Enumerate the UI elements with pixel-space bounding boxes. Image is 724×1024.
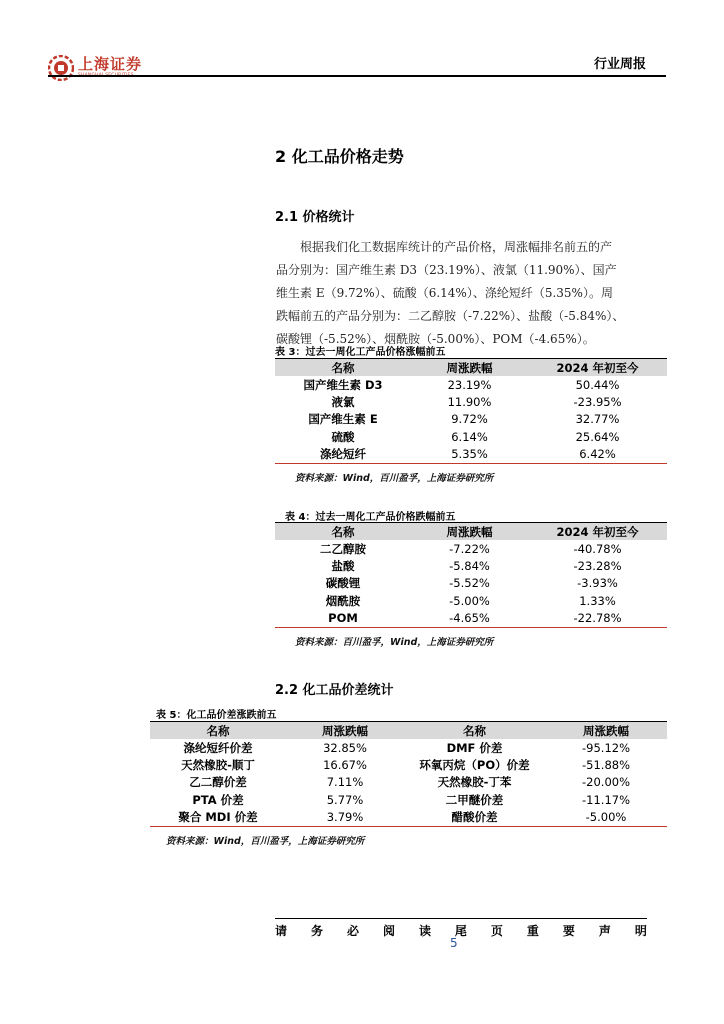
table3-cell: 50.44%: [575, 377, 620, 392]
table3-cell: 23.19%: [447, 377, 492, 392]
summary-paragraph: [276, 236, 656, 351]
table3-cell: 9.72%: [451, 412, 488, 427]
table5-cell: 涤纶短纤价差: [183, 740, 253, 755]
table5-header-weekly-down: 周涨跌幅: [545, 722, 667, 740]
table3-cell: 国产维生素 D3: [303, 377, 383, 392]
paragraph-line: 维生素 E（9.72%）、硫酸（6.14%）、涤纶短纤（5.35%）。周: [276, 286, 613, 300]
table4-cell: -5.52%: [449, 576, 490, 591]
footer-notice-char: 要: [562, 924, 575, 938]
table5-cell: 7.11%: [326, 775, 364, 790]
table4-cell: -4.65%: [449, 611, 490, 626]
paragraph-line: 跌幅前五的产品分别为：二乙醇胺（-7.22%）、盐酸（-5.84%）、: [276, 309, 625, 323]
table3-cell: 涤纶短纤: [320, 447, 366, 462]
logo: [48, 55, 142, 81]
table-row: [150, 809, 667, 827]
table-row: [150, 791, 667, 808]
footer-notice-char: 声: [598, 924, 611, 938]
table5-cell: 聚合 MDI 价差: [178, 810, 258, 825]
table3-cell: 硫酸: [331, 429, 355, 444]
paragraph-line: 根据我们化工数据库统计的产品价格，周涨幅排名前五的产: [300, 240, 613, 254]
table3-cell: 11.90%: [447, 395, 492, 410]
table5: [150, 721, 667, 827]
table5-cell: 天然橡胶-顺丁: [181, 758, 255, 773]
table4-cell: -40.78%: [573, 541, 622, 556]
paragraph-line: 品分别为：国产维生素 D3（23.19%）、液氯（11.90%）、国产: [276, 263, 617, 277]
table4-header-ytd: 2024 年初至今: [528, 523, 667, 541]
table-row: [275, 557, 667, 574]
table5-source: 资料来源：Wind，百川盈孚，上海证券研究所: [166, 836, 365, 847]
table4-cell: -22.78%: [573, 611, 622, 626]
logo-emblem-icon: [48, 55, 74, 81]
paragraph-line: 碳酸锂（-5.52%）、烟酰胺（-5.00%）、POM（-4.65%）。: [276, 332, 595, 346]
table4-caption: 表 4：过去一周化工产品价格跌幅前五: [285, 512, 456, 523]
table5-header-name-up: 名称: [150, 722, 286, 740]
table3-source: 资料来源：Wind，百川盈孚，上海证券研究所: [295, 473, 494, 484]
table3-caption: 表 3：过去一周化工产品价格涨幅前五: [275, 347, 446, 358]
table3-cell: 6.14%: [451, 429, 488, 444]
table3-cell: -23.95%: [573, 395, 622, 410]
table-row: [275, 428, 667, 445]
table-row: [150, 739, 667, 756]
table5-cell: 32.85%: [323, 740, 367, 755]
table-row: [150, 756, 667, 773]
footer-notice-char: 页: [490, 924, 503, 938]
footer-notice-char: 明: [634, 924, 647, 938]
table5-cell: 乙二醇价差: [189, 775, 247, 790]
table4-source: 资料来源：百川盈孚，Wind，上海证券研究所: [295, 637, 494, 648]
footer-notice-char: 务: [310, 924, 323, 938]
table5-cell: -95.12%: [582, 740, 630, 755]
table3-cell: 液氯: [331, 395, 355, 410]
table-row: [275, 575, 667, 592]
table5-cell: 二甲醚价差: [445, 792, 504, 807]
table3-header-name: 名称: [275, 359, 411, 377]
table5-cell: 3.79%: [326, 810, 364, 825]
table3-header-ytd: 2024 年初至今: [528, 359, 667, 377]
section-title: 2 化工品价格走势: [275, 147, 404, 166]
table5-cell: DMF 价差: [446, 740, 503, 755]
table5-cell: 天然橡胶-丁苯: [437, 775, 512, 790]
table4-cell: 盐酸: [331, 559, 355, 574]
table5-cell: PTA 价差: [192, 792, 244, 807]
footer-notice-char: 请: [275, 924, 288, 938]
table5-header-name-down: 名称: [404, 722, 545, 740]
table5-cell: 5.77%: [326, 792, 364, 807]
table5-cell: 醋酸价差: [451, 810, 498, 825]
table3-cell: 25.64%: [575, 429, 620, 444]
table4-cell: -23.28%: [573, 559, 622, 574]
footer-divider: [275, 918, 647, 919]
table4-cell: 1.33%: [579, 593, 616, 608]
table4-cell: 烟酰胺: [325, 593, 361, 608]
table4-cell: -3.93%: [577, 576, 618, 591]
table-row: [275, 393, 667, 410]
table4-cell: -5.00%: [449, 593, 490, 608]
footer-notice: [275, 922, 647, 939]
table-row: [275, 540, 667, 557]
table-row: [275, 592, 667, 609]
subsection-title-price: 2.1 价格统计: [275, 210, 355, 225]
table5-caption: 表 5：化工品价差涨跌前五: [156, 710, 277, 721]
table3: [275, 358, 667, 464]
table4: [275, 522, 667, 628]
footer-notice-char: 重: [526, 924, 539, 938]
footer-notice-char: 阅: [382, 924, 395, 938]
table5-cell: -51.88%: [582, 758, 630, 773]
footer-notice-char: 尾: [454, 924, 467, 938]
table3-header-weekly: 周涨跌幅: [411, 359, 528, 377]
table4-header-name: 名称: [275, 523, 411, 541]
table5-cell: -5.00%: [585, 810, 627, 825]
table3-cell: 32.77%: [575, 412, 620, 427]
table3-cell: 国产维生素 E: [308, 412, 378, 427]
footer-notice-char: 读: [418, 924, 431, 938]
table4-cell: POM: [328, 611, 358, 626]
table5-cell: -20.00%: [582, 775, 630, 790]
header-divider: [48, 75, 666, 77]
table-row: [275, 610, 667, 628]
report-type: 行业周报: [593, 57, 646, 72]
table4-header-weekly: 周涨跌幅: [411, 523, 528, 541]
table4-cell: -7.22%: [449, 541, 490, 556]
table-row: [150, 774, 667, 791]
table5-header-weekly-up: 周涨跌幅: [286, 722, 404, 740]
table5-cell: 16.67%: [323, 758, 367, 773]
table-row: [275, 376, 667, 393]
subsection-title-spread: 2.2 化工品价差统计: [275, 683, 394, 698]
table4-cell: 二乙醇胺: [320, 541, 366, 556]
table5-cell: -11.17%: [582, 792, 630, 807]
logo-name-cn: 上海证券: [78, 55, 143, 74]
table3-cell: 6.42%: [579, 447, 616, 462]
table5-cell: 环氧丙烷（PO）价差: [419, 758, 530, 773]
footer-notice-char: 必: [346, 924, 359, 938]
table-row: [275, 446, 667, 464]
table4-cell: 碳酸锂: [325, 576, 361, 591]
table-row: [275, 411, 667, 428]
page-number: 5: [450, 936, 458, 950]
table4-cell: -5.84%: [449, 559, 490, 574]
table3-cell: 5.35%: [451, 447, 488, 462]
